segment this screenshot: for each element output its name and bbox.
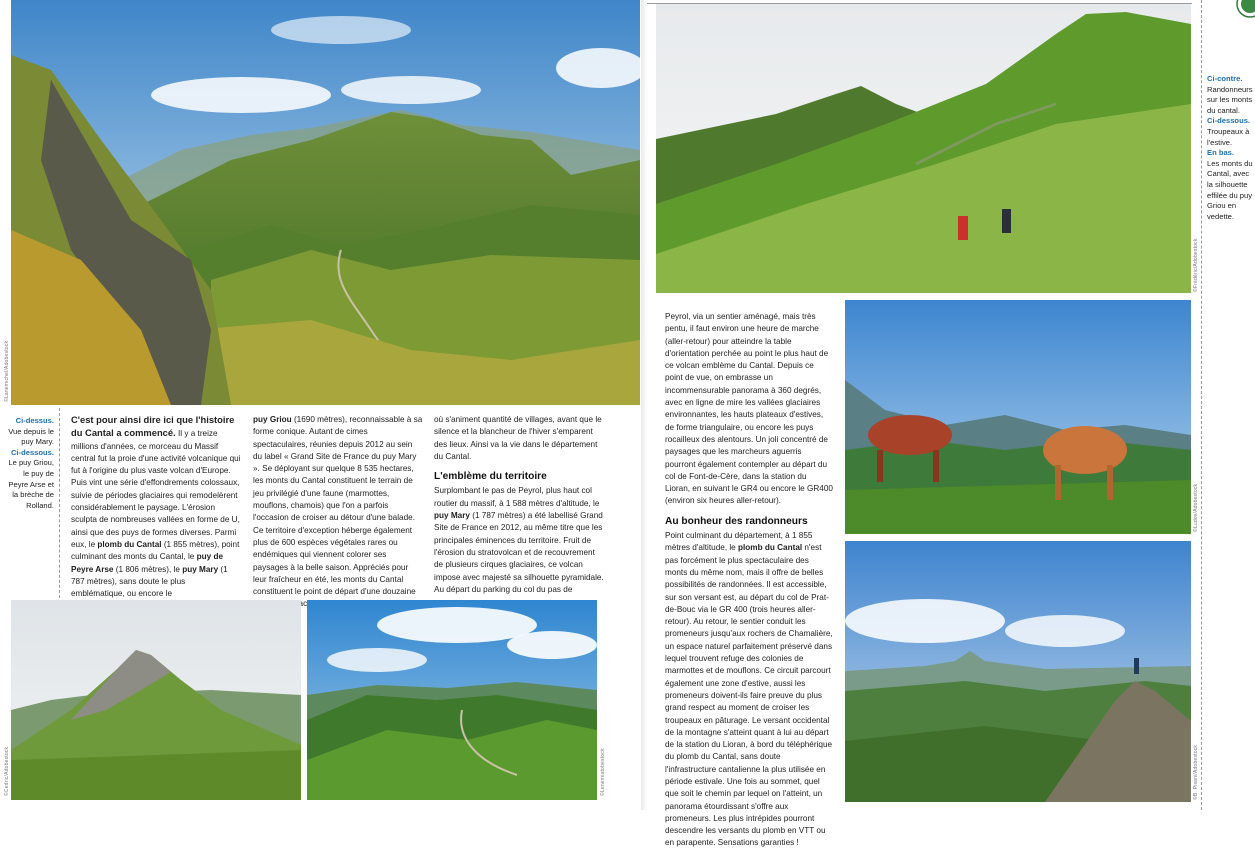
photo-cows-credit: ©Ludov/Adobestock bbox=[1193, 483, 1199, 532]
caption-text-opposite: Randonneurs sur les monts du cantal. bbox=[1207, 84, 1253, 115]
photo-cows-estive bbox=[845, 300, 1191, 534]
article-text: (1 806 mètres), le bbox=[113, 564, 183, 574]
article-text: Il y a treize millions d'années, ce morceau du Massif central fut la proie d'une activité volcanique qui fut à l'origine du plus vaste volcan d'Europe. Puis vint une série d'effondrements colossaux, suivie de périodes glaciaires qui remodelèrent considérablement le paysage. L'érosion sculpta de nombreuses vallées en forme de U, ainsi que des puys de formes diverses. Parmi eux, le bbox=[71, 429, 241, 549]
photo-hills-credit: ©Lenemiatobestock bbox=[600, 748, 606, 796]
photo-griou-credit: ©Cedric/Adobestock bbox=[4, 746, 10, 796]
article-column-2 bbox=[253, 414, 423, 611]
section-heading-randonneurs: Au bonheur des randonneurs bbox=[665, 515, 808, 527]
caption-text-below: Le puy Griou, le puy de Peyre Arse et la brèche de Rolland. bbox=[8, 458, 54, 510]
article-lead: C'est pour ainsi dire ici que l'histoire du Cantal a commencé. bbox=[71, 414, 235, 439]
right-caption-divider bbox=[1201, 0, 1202, 810]
article-text: où s'animent quantité de villages, avant que le silence et la blancheur de l'hiver s'emparent des lieux. Ainsi va la vie dans le département du Cantal. bbox=[434, 415, 602, 461]
photo-green-hills bbox=[307, 600, 597, 800]
article-text: (1 855 mètres), point culminant des monts du Cantal, le bbox=[71, 539, 240, 562]
hero-photo-credit: ©Lanemichel/Adobestock bbox=[4, 340, 10, 402]
article-bold: plomb du Cantal bbox=[738, 543, 803, 553]
right-photo-caption bbox=[1207, 74, 1253, 222]
hero-photo-puy-mary bbox=[11, 0, 640, 405]
photo-monts-du-cantal bbox=[845, 541, 1191, 802]
article-column-3 bbox=[434, 414, 604, 596]
article-bold: plomb du Cantal bbox=[97, 539, 162, 549]
article-bold: puy Mary bbox=[182, 564, 219, 574]
article-text: n'est pas forcément le plus spectaculaire des monts du même nom, mais il offre de belles possibilités de randonnées. Il est accessible, sur son versant est, au départ du col de Prat-de-Bouc via le GR 400 (trois heures aller-retour). Au retour, le sentier conduit les promeneurs jusqu'aux rochers de Chamalière, un espace naturel parfaitement préservé dans lequel trouvent refuge des colonies de marmottes et de mouflons. Ce circuit parcourt également une zone d'estive, aussi les promeneurs doivent-ils faire preuve du plus grand respect au moment de croiser les troupeaux en pâturage. Le versant occidental de la montagne s'atteint quant à lui au départ de la station du Lioran, à bord du téléphérique du plomb du Cantal, sans doute l'infrastructure cantalienne la plus utilisée en période estivale. Une fois au sommet, quel que soit le chemin par lequel on l'atteint, un panorama étourdissant s'offre aux promeneurs. Les plus intrépides pourront descendre les versants du plomb en VTT ou en parapente. Sensations garanties ! bbox=[665, 543, 833, 848]
article-text: (1 787 mètres) a été labellisé Grand Site de France en 2012, au même titre que les principales éminences du territoire. Fruit de l'érosion du stratovolcan et de recouvrement de plusieurs cirques glaciaires, ce volcan impose avec majesté sa silhouette pyramidale. Au départ du parking du col du pas de bbox=[434, 511, 604, 594]
photo-hikers bbox=[656, 4, 1191, 293]
article-column-right bbox=[665, 311, 833, 850]
article-text: Peyrol, via un sentier aménagé, mais très pentu, il faut environ une heure de marche (aller-retour) pour atteindre la table d'orientation perchée au point le plus haut de ce volcan emblème du Cantal. Depuis ce point de vue, on embrasse un incommensurable panorama à 360 degrés, avec en ligne de mire les vallées glaciaires environnantes, les hauts plateaux d'estives, de forme triangulaire, ou encore les puys rocailleux des alentours. Un joli concentré de paysages que les marcheurs aguerris pourront également contempler au départ du col de Font-de-Cère, dans la station du Lioran, en suivant le GR4 ou encore le GR400 (environ six heures aller-retour). bbox=[665, 312, 833, 506]
section-heading-embleme: L'emblème du territoire bbox=[434, 471, 547, 483]
photo-puy-griou bbox=[11, 600, 301, 800]
photo-bottom-credit: ©B. Pisani/Adobestock bbox=[1193, 744, 1199, 800]
article-bold: puy Griou bbox=[253, 415, 292, 424]
caption-text-below-right: Troupeaux à l'estive. bbox=[1207, 126, 1250, 147]
left-photo-caption bbox=[2, 416, 54, 511]
caption-label-above: Ci-dessus. bbox=[15, 416, 54, 425]
caption-divider bbox=[59, 408, 60, 598]
photo-hikers-credit: ©Frédéric/Adobestock bbox=[1193, 238, 1199, 292]
caption-label-below-right: Ci-dessous. bbox=[1207, 116, 1251, 126]
corner-logo-icon bbox=[1226, 0, 1255, 22]
caption-label-below: Ci-dessous. bbox=[10, 447, 54, 457]
page-gutter bbox=[641, 0, 647, 810]
article-bold: puy Mary bbox=[434, 511, 470, 521]
caption-label-bottom: En bas. bbox=[1207, 148, 1235, 158]
article-text: (1 787 mètres), sans doute le plus emblématique, ou encore le bbox=[71, 564, 228, 599]
article-column-1 bbox=[71, 414, 241, 600]
article-text: Surplombant le pas de Peyrol, plus haut col routier du massif, à 1 588 mètres d'altitude, le bbox=[434, 486, 600, 508]
caption-text-bottom: Les monts du Cantal, avec la silhouette effilée du puy Griou en vedette. bbox=[1207, 158, 1253, 221]
article-text: (1690 mètres), reconnaissable à sa forme conique. Autant de cimes spectaculaires, réunies depuis 2012 au sein du label « Grand Site de France du puy Mary ». Se déployant sur quelque 8 535 hectares, les monts du Cantal constituent le terrain de jeu privilégié d'une faune (marmottes, mouflons, chamois) que l'on a parfois l'occasion de croiser au détour d'une balade. Ce territoire d'exception héberge également plus de 600 espèces végétales rares ou endémiques qui viennent colorer ses paysages à la belle saison. Appréciés pour leur fraîcheur en été, les monts du Cantal constituent le point de départ d'une douzaine bbox=[253, 415, 423, 597]
article-bold: puy de Peyre Arse bbox=[71, 552, 223, 574]
caption-text-above: Vue depuis le puy Mary. bbox=[8, 426, 54, 447]
article-text: Point culminant du département, à 1 855 mètres d'altitude, le bbox=[665, 531, 813, 553]
caption-label-opposite: Ci-contre. bbox=[1207, 74, 1243, 83]
